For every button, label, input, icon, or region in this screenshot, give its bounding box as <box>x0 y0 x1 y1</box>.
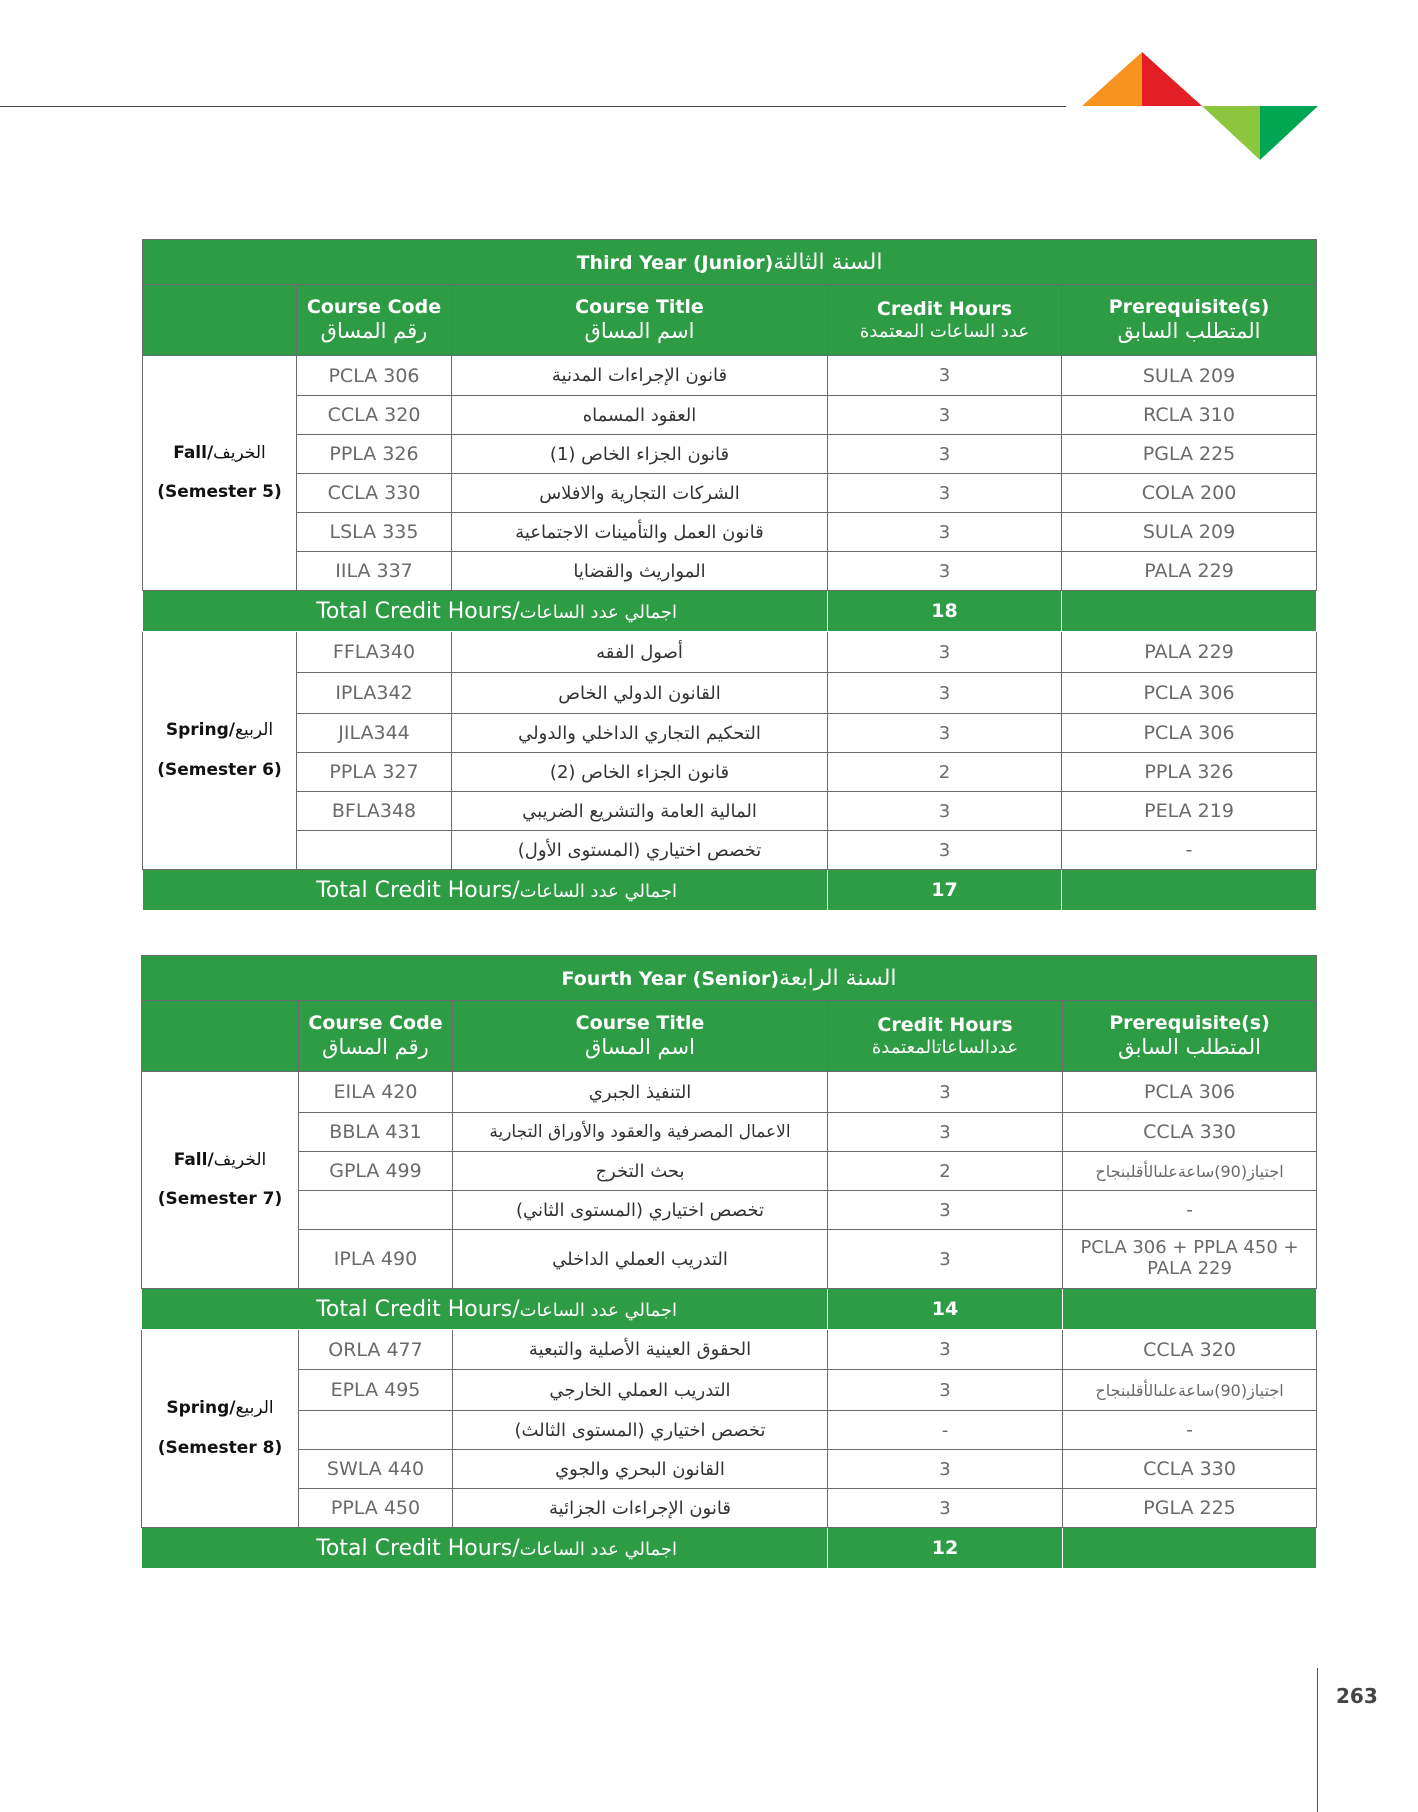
course-code: PPLA 326 <box>297 435 452 474</box>
semester-label: Fall/الخريف (Semester 5) <box>143 356 297 591</box>
total-empty <box>1063 1289 1317 1330</box>
table-row <box>143 673 1317 714</box>
header-course-title: Course Title اسم المساق <box>453 1001 828 1072</box>
table-row <box>142 1072 1317 1113</box>
course-title: قانون الجزاء الخاص (1) <box>452 435 828 474</box>
total-value: 18 <box>828 591 1062 632</box>
header-credit-hours: Credit Hours عددالساعاتالمعتمدة <box>828 1001 1063 1072</box>
total-row <box>143 591 1317 632</box>
semester-label: Fall/الخريف (Semester 7) <box>142 1072 299 1289</box>
junior-title-row <box>143 240 1317 285</box>
junior-title-ar: السنة الثالثة <box>773 249 883 275</box>
table-row <box>143 396 1317 435</box>
orange-triangle <box>1082 52 1142 106</box>
table-row <box>143 831 1317 870</box>
prerequisite: CCLA 330 <box>1063 1450 1317 1489</box>
course-code: FFLA340 <box>297 632 452 673</box>
junior-table <box>142 239 1317 911</box>
course-title: التدريب العملي الداخلي <box>453 1230 828 1289</box>
course-title: قانون الجزاء الخاص (2) <box>452 753 828 792</box>
credit-hours: 3 <box>828 632 1062 673</box>
table-row <box>143 792 1317 831</box>
total-empty <box>1063 1528 1317 1569</box>
prerequisite: PALA 229 <box>1062 552 1317 591</box>
course-title: بحث التخرج <box>453 1152 828 1191</box>
prerequisite: - <box>1063 1411 1317 1450</box>
course-code: PCLA 306 <box>297 356 452 396</box>
course-title: الشركات التجارية والافلاس <box>452 474 828 513</box>
credit-hours: 2 <box>828 1152 1063 1191</box>
table-row <box>142 1152 1317 1191</box>
credit-hours: 3 <box>828 513 1062 552</box>
course-title: القانون البحري والجوي <box>453 1450 828 1489</box>
header-prerequisites: Prerequisite(s) المتطلب السابق <box>1062 285 1317 356</box>
course-title: المواريث والقضايا <box>452 552 828 591</box>
table-row <box>143 714 1317 753</box>
table-row <box>142 1230 1317 1289</box>
course-code: BFLA348 <box>297 792 452 831</box>
credit-hours: 3 <box>828 831 1062 870</box>
prerequisite: - <box>1062 831 1317 870</box>
table-row <box>142 1330 1317 1370</box>
prerequisite: COLA 200 <box>1062 474 1317 513</box>
prerequisite: اجتياز(90)ساعةعلىالأقلبنجاح <box>1063 1152 1317 1191</box>
credit-hours: 3 <box>828 1072 1063 1113</box>
course-code: CCLA 330 <box>297 474 452 513</box>
prerequisite: - <box>1063 1191 1317 1230</box>
triangle-logo-icon <box>1080 48 1320 168</box>
credit-hours: 3 <box>828 552 1062 591</box>
course-title: المالية العامة والتشريع الضريبي <box>452 792 828 831</box>
table-row <box>143 356 1317 396</box>
course-code <box>299 1191 453 1230</box>
credit-hours: 3 <box>828 792 1062 831</box>
course-code: LSLA 335 <box>297 513 452 552</box>
total-label: Total Credit Hours/اجمالي عدد الساعات <box>142 1528 828 1569</box>
total-empty <box>1062 870 1317 911</box>
course-title: الحقوق العينية الأصلية والتبعية <box>453 1330 828 1370</box>
prerequisite: PGLA 225 <box>1062 435 1317 474</box>
senior-title <box>142 956 1317 1001</box>
prerequisite: PCLA 306 + PPLA 450 + PALA 229 <box>1063 1230 1317 1289</box>
header-credit-hours: Credit Hours عدد الساعات المعتمدة <box>828 285 1062 356</box>
total-value: 12 <box>828 1528 1063 1569</box>
prerequisite: PPLA 326 <box>1062 753 1317 792</box>
course-title: القانون الدولي الخاص <box>452 673 828 714</box>
course-title: قانون الإجراءات الجزائية <box>453 1489 828 1528</box>
credit-hours: 3 <box>828 714 1062 753</box>
prerequisite: PCLA 306 <box>1062 714 1317 753</box>
total-value: 14 <box>828 1289 1063 1330</box>
header-course-code: Course Code رقم المساق <box>297 285 452 356</box>
total-label: Total Credit Hours/اجمالي عدد الساعات <box>142 1289 828 1330</box>
total-empty <box>1062 591 1317 632</box>
prerequisite: PGLA 225 <box>1063 1489 1317 1528</box>
junior-header-row <box>143 285 1317 356</box>
credit-hours: 3 <box>828 1370 1063 1411</box>
course-code: EPLA 495 <box>299 1370 453 1411</box>
lightgreen-triangle <box>1202 106 1260 160</box>
course-title: تخصص اختياري (المستوى الثاني) <box>453 1191 828 1230</box>
senior-table <box>141 955 1317 1569</box>
table-row <box>143 632 1317 673</box>
course-title: قانون الإجراءات المدنية <box>452 356 828 396</box>
table-row <box>142 1411 1317 1450</box>
junior-title <box>143 240 1317 285</box>
table-row <box>142 1489 1317 1528</box>
course-code: JILA344 <box>297 714 452 753</box>
senior-title-en: Fourth Year (Senior) <box>561 967 780 990</box>
course-code: SWLA 440 <box>299 1450 453 1489</box>
total-value: 17 <box>828 870 1062 911</box>
credit-hours: 3 <box>828 1191 1063 1230</box>
table-row <box>143 474 1317 513</box>
credit-hours: 3 <box>828 435 1062 474</box>
semester-label: Spring/الربيع (Semester 8) <box>142 1330 299 1528</box>
total-row <box>142 1528 1317 1569</box>
table-row <box>142 1191 1317 1230</box>
semester-label: Spring/الربيع (Semester 6) <box>143 632 297 870</box>
table-row <box>143 753 1317 792</box>
prerequisite: SULA 209 <box>1062 513 1317 552</box>
course-title: الاعمال المصرفية والعقود والأوراق التجارية <box>453 1113 828 1152</box>
credit-hours: - <box>828 1411 1063 1450</box>
darkgreen-triangle <box>1260 106 1318 160</box>
course-code <box>299 1411 453 1450</box>
prerequisite: PCLA 306 <box>1062 673 1317 714</box>
credit-hours: 3 <box>828 474 1062 513</box>
credit-hours: 3 <box>828 673 1062 714</box>
course-title: العقود المسماه <box>452 396 828 435</box>
top-rule <box>0 106 1066 107</box>
course-code: GPLA 499 <box>299 1152 453 1191</box>
total-row <box>143 870 1317 911</box>
course-title: قانون العمل والتأمينات الاجتماعية <box>452 513 828 552</box>
course-title: التدريب العملي الخارجي <box>453 1370 828 1411</box>
course-title: التحكيم التجاري الداخلي والدولي <box>452 714 828 753</box>
course-title: تخصص اختياري (المستوى الأول) <box>452 831 828 870</box>
table-row <box>142 1113 1317 1152</box>
credit-hours: 3 <box>828 1489 1063 1528</box>
credit-hours: 3 <box>828 1113 1063 1152</box>
total-label: Total Credit Hours/اجمالي عدد الساعات <box>143 591 828 632</box>
total-row <box>142 1289 1317 1330</box>
credit-hours: 3 <box>828 1230 1063 1289</box>
course-title: التنفيذ الجبري <box>453 1072 828 1113</box>
course-code: IILA 337 <box>297 552 452 591</box>
header-prerequisites: Prerequisite(s) المتطلب السابق <box>1063 1001 1317 1072</box>
header-course-title: Course Title اسم المساق <box>452 285 828 356</box>
course-code: PPLA 450 <box>299 1489 453 1528</box>
junior-title-en: Third Year (Junior) <box>576 251 774 274</box>
course-code: IPLA 490 <box>299 1230 453 1289</box>
prerequisite: SULA 209 <box>1062 356 1317 396</box>
course-code <box>297 831 452 870</box>
course-title: تخصص اختياري (المستوى الثالث) <box>453 1411 828 1450</box>
prerequisite: PALA 229 <box>1062 632 1317 673</box>
course-code: BBLA 431 <box>299 1113 453 1152</box>
header-blank <box>142 1001 299 1072</box>
header-blank <box>143 285 297 356</box>
credit-hours: 2 <box>828 753 1062 792</box>
course-code: EILA 420 <box>299 1072 453 1113</box>
senior-title-row <box>142 956 1317 1001</box>
prerequisite: اجتياز(90)ساعةعلىالأقلبنجاح <box>1063 1370 1317 1411</box>
credit-hours: 3 <box>828 396 1062 435</box>
course-code: IPLA342 <box>297 673 452 714</box>
prerequisite: CCLA 330 <box>1063 1113 1317 1152</box>
header-course-code: Course Code رقم المساق <box>299 1001 453 1072</box>
course-code: CCLA 320 <box>297 396 452 435</box>
total-label: Total Credit Hours/اجمالي عدد الساعات <box>143 870 828 911</box>
course-code: ORLA 477 <box>299 1330 453 1370</box>
table-row <box>143 513 1317 552</box>
prerequisite: CCLA 320 <box>1063 1330 1317 1370</box>
credit-hours: 3 <box>828 1330 1063 1370</box>
table-row <box>142 1370 1317 1411</box>
prerequisite: RCLA 310 <box>1062 396 1317 435</box>
course-title: أصول الفقه <box>452 632 828 673</box>
course-code: PPLA 327 <box>297 753 452 792</box>
table-row <box>143 552 1317 591</box>
senior-title-ar: السنة الرابعة <box>779 965 897 991</box>
table-row <box>143 435 1317 474</box>
page-number: 263 <box>1336 1684 1378 1708</box>
page-number-rule <box>1317 1668 1318 1812</box>
red-triangle <box>1142 52 1202 106</box>
table-row <box>142 1450 1317 1489</box>
prerequisite: PELA 219 <box>1062 792 1317 831</box>
senior-header-row <box>142 1001 1317 1072</box>
credit-hours: 3 <box>828 1450 1063 1489</box>
prerequisite: PCLA 306 <box>1063 1072 1317 1113</box>
credit-hours: 3 <box>828 356 1062 396</box>
